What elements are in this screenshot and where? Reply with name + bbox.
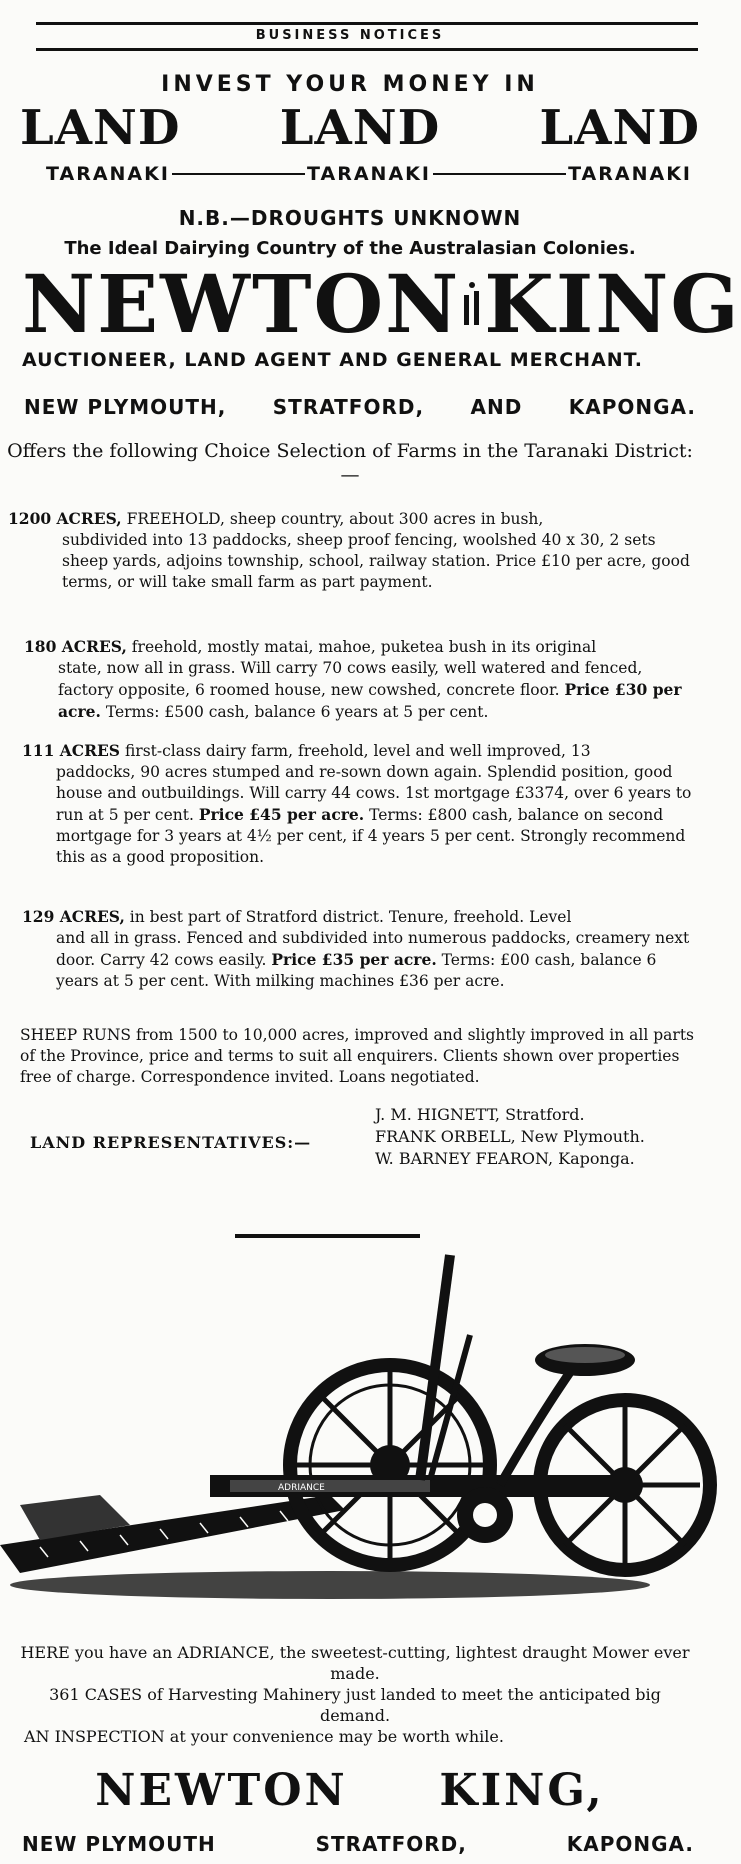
listing-body: and all in grass. Fenced and subdivided into numerous paddocks, creamery next door. Carry 42 cows easily. xyxy=(56,929,690,969)
listing-acreage: 180 ACRES, xyxy=(24,637,127,656)
land-row xyxy=(20,100,700,156)
listing-terms: Terms: £00 cash, balance 6 years at 5 per cent. With milking machines £36 per acre. xyxy=(56,951,657,990)
representatives-label: LAND REPRESENTATIVES:— xyxy=(30,1133,312,1152)
taranaki-row xyxy=(46,163,692,185)
droughts-notice: N.B.—DROUGHTS UNKNOWN xyxy=(178,206,522,230)
town-name: KAPONGA. xyxy=(568,395,696,419)
listing-terms: Terms: £500 cash, balance 6 years at 5 per cent. xyxy=(105,703,489,721)
listing-body: state, now all in grass. Will carry 70 cows easily, well watered and fenced, factory opposite, 6 roomed house, new cowshed, concrete floor. xyxy=(58,659,643,699)
listing-body: paddocks, 90 acres stumped and re-sown down again. Splendid position, good house and outbuildings. Will carry 44 cows. 1st mortgage £3374, over 6 years to run at 5 per cent. xyxy=(56,763,692,824)
farm-listing xyxy=(8,508,698,593)
farm-listing xyxy=(22,740,698,868)
dash-rule xyxy=(172,173,305,175)
footer-firm-second: KING, xyxy=(439,1765,605,1816)
town-list xyxy=(24,395,696,419)
firm-name-banner xyxy=(22,257,741,351)
header-rule xyxy=(36,48,698,51)
farm-listing xyxy=(22,906,698,992)
town-name: NEW PLYMOUTH, xyxy=(24,395,227,419)
firm-name-first: NEWTON xyxy=(22,257,461,351)
listing-acreage: 1200 ACRES, xyxy=(8,509,122,528)
listing-acreage: 129 ACRES, xyxy=(22,907,125,926)
listing-acreage: 111 ACRES xyxy=(22,741,121,760)
mower-caption xyxy=(12,1642,698,1747)
taranaki-word: TARANAKI xyxy=(46,163,170,185)
listing-first-line: FREEHOLD, sheep country, about 300 acres in bush, xyxy=(126,510,544,528)
listing-first-line: freehold, mostly matai, mahoe, puketea bush in its original xyxy=(131,638,597,656)
ideal-tagline: The Ideal Dairying Country of the Australasian Colonies. xyxy=(64,238,636,259)
footer-town: NEW PLYMOUTH xyxy=(22,1832,216,1856)
caption-line: 361 CASES of Harvesting Mahinery just landed to meet the anticipated big demand. xyxy=(49,1685,661,1725)
section-header: BUSINESS NOTICES xyxy=(255,28,445,43)
listing-terms: Terms: £800 cash, balance on second mortgage for 3 years at 4½ per cent, if 4 years 5 per cent. Strongly recommend this as a good proposition. xyxy=(56,806,686,866)
taranaki-word: TARANAKI xyxy=(307,163,431,185)
footer-firm-first: NEWTON xyxy=(95,1765,348,1816)
invest-heading: INVEST YOUR MONEY IN xyxy=(161,72,539,97)
listing-first-line: first-class dairy farm, freehold, level and well improved, 13 xyxy=(124,742,591,760)
footer-town: STRATFORD, xyxy=(315,1832,467,1856)
mower-plate-text: ADRIANCE xyxy=(278,1483,325,1493)
caption-line: HERE you have an ADRIANCE, the sweetest-cutting, lightest draught Mower ever made. xyxy=(20,1643,690,1683)
footer-town-list xyxy=(22,1832,694,1856)
firm-description: AUCTIONEER, LAND AGENT AND GENERAL MERCHANT. xyxy=(22,349,643,371)
land-word: LAND xyxy=(20,100,181,156)
taranaki-word: TARANAKI xyxy=(568,163,692,185)
town-name: AND xyxy=(470,395,523,419)
dash-rule xyxy=(433,173,566,175)
land-word: LAND xyxy=(539,100,700,156)
farm-listing xyxy=(24,636,698,723)
emblem-icon xyxy=(460,277,484,332)
top-rule xyxy=(36,22,698,25)
listing-price: Price £45 per acre. xyxy=(198,805,365,824)
representative-name: FRANK ORBELL, New Plymouth. xyxy=(375,1127,645,1146)
listing-first-line: in best part of Stratford district. Tenure, freehold. Level xyxy=(129,908,572,926)
listing-price: Price £30 per acre. xyxy=(58,680,682,721)
footer-town: KAPONGA. xyxy=(566,1832,694,1856)
town-name: STRATFORD, xyxy=(272,395,425,419)
representative-name: J. M. HIGNETT, Stratford. xyxy=(375,1105,585,1124)
land-word: LAND xyxy=(279,100,441,156)
caption-line: AN INSPECTION at your convenience may be worth while. xyxy=(24,1727,504,1746)
listing-body: subdivided into 13 paddocks, sheep proof fencing, woolshed 40 x 30, 2 sets sheep yards, adjoins township, school, railway station. Price £10 per acre, good terms, or will take small farm as part payment. xyxy=(62,531,690,591)
mower-illustration xyxy=(0,1195,700,1605)
footer-firm-name xyxy=(0,1765,700,1816)
sheep-runs-notice: SHEEP RUNS from 1500 to 10,000 acres, improved and slightly improved in all parts of the Province, price and terms to suit all enquirers. Clients shown over properties free of charge. Correspondence invited. Loans negotiated. xyxy=(20,1026,695,1086)
representative-name: W. BARNEY FEARON, Kaponga. xyxy=(375,1149,635,1168)
listing-price: Price £35 per acre. xyxy=(271,950,437,969)
offers-intro: Offers the following Choice Selection of Farms in the Taranaki District:— xyxy=(7,440,693,486)
firm-name-second: KING xyxy=(484,257,741,351)
representatives-list xyxy=(375,1104,645,1170)
